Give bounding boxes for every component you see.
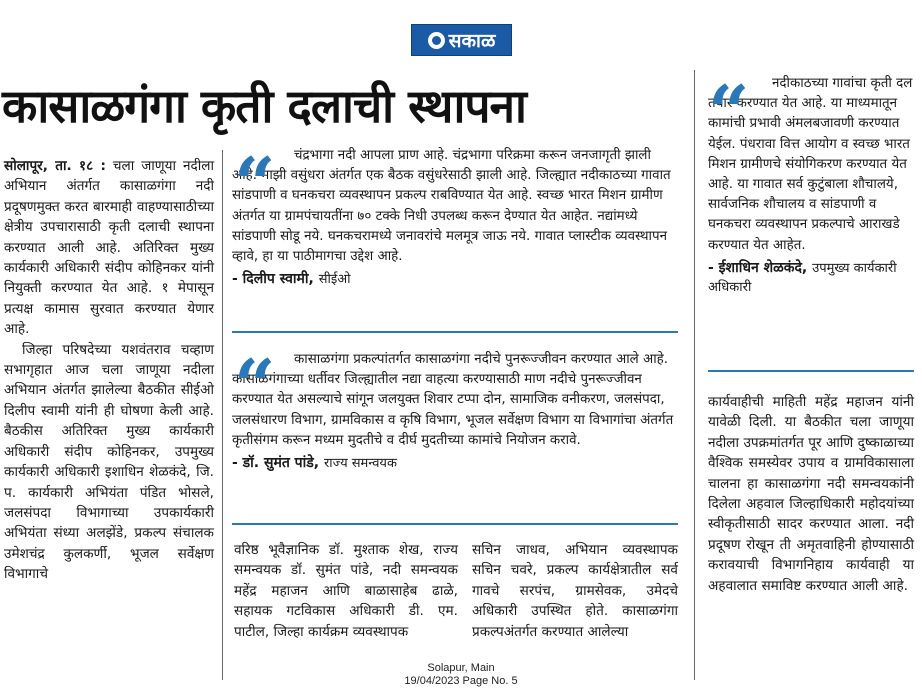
masthead-name: सकाळ [448, 30, 496, 52]
section-divider [708, 370, 914, 372]
quote-text: चंद्रभागा नदी आपला प्राण आहे. चंद्रभागा परिक्रमा करून जनजागृती झाली आहे. माझी वसुंधरा अंतर्गत एक बैठक वसुंधरेसाठी झाली आहे. जिल्ह्यात नदीकाठच्या गावात सांडपाणी व घनकचरा व्यवस्थापन प्रकल्प राबविण्यात येत आहे. स्वच्छ भारत मिशन ग्रामीण अंतर्गत या ग्रामपंचायतींना ७० टक्के निधी उपलब्ध करून देण्यात येत आहेत. नद्यांमध्ये सांडपाणी सोडू नये. घनकचरामध्ये जनावरांचे मलमूत्र जाऊ नये. गावात प्लास्टीक व्यवस्थापन व्हावे, हा या पाठीमागचा उद्देश आहे. [232, 148, 671, 265]
column-4-bottom: कार्यवाहीची माहिती महेंद्र महाजन यांनी यावेळी दिली. या बैठकीत चला जाणूया नदीला उपक्रमांतर्गत पूर आणि दुष्काळाच्या वैश्विक समस्येवर उपाय व ग्रामविकासाला चालना हा कासाळगंगा नदी समन्वयकांनी दिलेला अहवाल जिल्हाधिकारी महोदयांच्या स्वीकृतीसाठी सादर करण्यात आला. नदी प्रदूषण रोखून ती अमृतवाहिनी होण्यासाठी करावयाची विभागनिहाय कार्यवाही या अहवालात समाविष्ट करण्यात आली आहे. [708, 394, 914, 594]
footer-date-page: 19/04/2023 Page No. 5 [404, 675, 518, 687]
column-divider [222, 150, 223, 680]
signature-role: राज्य समन्वयक [323, 456, 397, 472]
quote-text: नदीकाठच्या गावांचा कृती दल तयार करण्यात येत आहे. या माध्यमातून कामांची प्रभावी अंमलबजावणी करण्यात येईल. पंधरावा वित्त आयोग व स्वच्छ भारत मिशन ग्रामीणचे संयोगिकरण करण्यात येत आहे. या गावात सर्व कुटुंबाला शौचालये, सार्वजनिक शौचालय व सांडपाणी व घनकचरा व्यवस्थापन प्रकल्पाचे आराखडे करण्यात येत आहेत. [708, 76, 913, 253]
column-1 [4, 156, 214, 585]
column-divider [694, 70, 695, 680]
quote-signature [232, 269, 678, 288]
page-footer [0, 662, 922, 688]
section-divider [232, 331, 678, 333]
headline: कासाळगंगा कृती दलाची स्थापना [2, 79, 526, 133]
signature-name: - डॉ. सुमंत पांडे, [232, 455, 320, 472]
section-divider [232, 523, 678, 525]
quote-dilip-swami [232, 141, 678, 288]
signature-name: - दिलीप स्वामी, [232, 271, 314, 288]
signature-role: सीईओ [318, 272, 351, 288]
signature-name: - ईशाधिन शेळकंदे, [708, 259, 808, 276]
quote-signature [708, 258, 914, 295]
quote-mark-icon: “ [234, 141, 276, 226]
quote-signature [232, 453, 678, 472]
column-1-para-2: जिल्हा परिषदेच्या यशवंतराव चव्हाण सभागृहात आज चला जाणूया नदीला अभियान अंतर्गत झालेल्या बैठकीत सीईओ दिलीप स्वामी यांनी ही घोषणा केली आहे. बैठकीस अतिरिक्त मुख्य कार्यकारी अधिकारी संदीप कोहिनकर, उपमुख्य कार्यकारी अधिकारी इशाधिन शेळकंदे, जि. प. कार्यकारी अभियंता पंडित भोसले, जलसंपदा विभागाच्या उपकार्यकारी अभियंता संध्या अलझेंडे, प्रकल्प संचालक उमेशचंद्र कुलकर्णी, भूजल सर्वेक्षण विभागाचे [4, 341, 214, 583]
column-1-para-1 [4, 156, 214, 340]
column-2-bottom: वरिष्ठ भूवैज्ञानिक डॉ. मुश्ताक शेख, राज्य समन्वयक डॉ. सुमंत पांडे, नदी समन्वयक महेंद्र महाजन आणि बाळासाहेब ढाळे, सहायक गटविकास अधिकारी डी. एम. पाटील, जिल्हा कार्यक्रम व्यवस्थापक [234, 542, 458, 640]
dateline: सोलापूर, ता. १८ : [4, 158, 106, 174]
quote-mark-icon: “ [708, 69, 750, 154]
column-1-para-1-text: चला जाणूया नदीला अभियान अंतर्गत कासाळगंगा नदी प्रदूषणमुक्त करत बारमाही वाहण्यासाठीच्या क्षेत्रीय उपचारासाठी कृती दलाची स्थापना करण्यात आली आहे. अतिरिक्त मुख्य कार्यकारी अधिकारी संदीप कोहिनकर यांनी नियुक्ती करण्यात येत आहे. १ मेपासून प्रत्यक्ष कामास सुरवात करण्यात येणार आहे. [4, 158, 214, 338]
footer-edition: Solapur, Main [427, 662, 495, 674]
masthead-logo [411, 24, 512, 56]
column-3-bottom: सचिन जाधव, अभियान व्यवस्थापक सचिन चवरे, प्रकल्प कार्यक्षेत्रातील सर्व गावचे सरपंच, ग्रामसेवक, उमेदचे अधिकारी उपस्थित होते. कासाळगंगा प्रकल्पअंतर्गत करण्यात आलेल्या [472, 542, 678, 640]
quote-ishadhin-shelkande [708, 69, 914, 295]
quote-sumant-pande [232, 343, 678, 472]
quote-text: कासाळगंगा प्रकल्पांतर्गत कासाळगंगा नदीचे पुनरूज्जीवन करण्यात आले आहे. कासाळगंगाच्या धर्तीवर जिल्ह्यातील नद्या वाहत्या करण्यासाठी माण नदीचे पुनरूज्जीवन करण्यात येत असल्याचे सांगून जलयुक्त शिवार टप्पा दोन, सामाजिक वनीकरण, जलसंपदा, जलसंधारण विभाग, ग्रामविकास व कृषि विभाग, भूजल सर्वेक्षण विभाग या विभागांचा अंतर्गत कृतीसंगम करून मध्यम मुदतीचे व दीर्घ मुदतीच्या कामांचे नियोजन करावे. [232, 352, 674, 448]
sakal-logo-icon [428, 32, 445, 49]
signature-role: उपमुख्य कार्यकारी अधिकारी [708, 260, 897, 295]
quote-mark-icon: “ [234, 343, 276, 428]
